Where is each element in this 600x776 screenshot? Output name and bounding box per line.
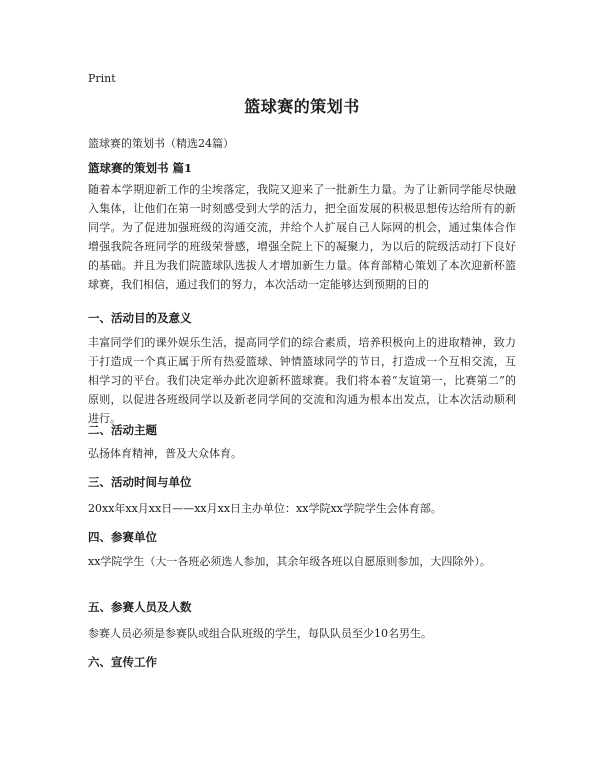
section-heading-purpose: 一、活动目的及意义 — [88, 311, 192, 325]
section-body-theme: 弘扬体育精神，普及大众体育。 — [88, 447, 242, 460]
section-heading-theme: 二、活动主题 — [88, 423, 157, 437]
section-heading-publicity: 六、宣传工作 — [88, 655, 157, 669]
print-link[interactable]: Print — [88, 72, 116, 85]
section-heading-time: 三、活动时间与单位 — [88, 475, 192, 489]
page-title: 篮球赛的策划书 — [244, 97, 360, 116]
document-subtitle: 篮球赛的策划书（精选24篇） — [88, 137, 234, 150]
section-heading-players: 五、参赛人员及人数 — [88, 600, 192, 614]
section-body-purpose: 丰富同学们的课外娱乐生活，提高同学们的综合素质，培养积极向上的进取精神，致力于打造成一个真正属于所有热爱篮球、钟情篮球同学的节日，打造成一个互相交流，互相学习的平台。我们决定举办此次迎新杯篮球赛。我们将本着“友谊第一，比赛第二”的原则，以促进各班级同学以及新老同学间的交流和沟通为根本出发点，让本次活动顺利进行。 — [88, 336, 516, 425]
section-heading-participants: 四、参赛单位 — [88, 530, 157, 544]
section-body-participants: xx学院学生（大一各班必须选人参加，其余年级各班以自愿原则参加，大四除外）。 — [88, 555, 491, 568]
section-body-time: 20xx年xx月xx日——xx月xx日主办单位：xx学院xx学院学生会体育部。 — [88, 502, 442, 515]
part-heading: 篮球赛的策划书 篇1 — [88, 161, 193, 175]
intro-paragraph: 随着本学期迎新工作的尘埃落定，我院又迎来了一批新生力量。为了让新同学能尽快融入集体，让他们在第一时刻感受到大学的活力，把全面发展的积极思想传达给所有的新同学。为了促进加强班级的沟通交流，并给个人扩展自己人际网的机会，通过集体合作增强我院各班同学的班级荣誉感，增强全院上下的凝聚力，为以后的院级活动打下良好的基础。并且为我们院篮球队选拔人才增加新生力量。体育部精心策划了本次迎新杯篮球赛，我们相信，通过我们的努力，本次活动一定能够达到预期的目的 — [88, 183, 516, 291]
section-body-players: 参赛人员必须是参赛队或组合队班级的学生，每队队员至少10名男生。 — [88, 627, 432, 640]
